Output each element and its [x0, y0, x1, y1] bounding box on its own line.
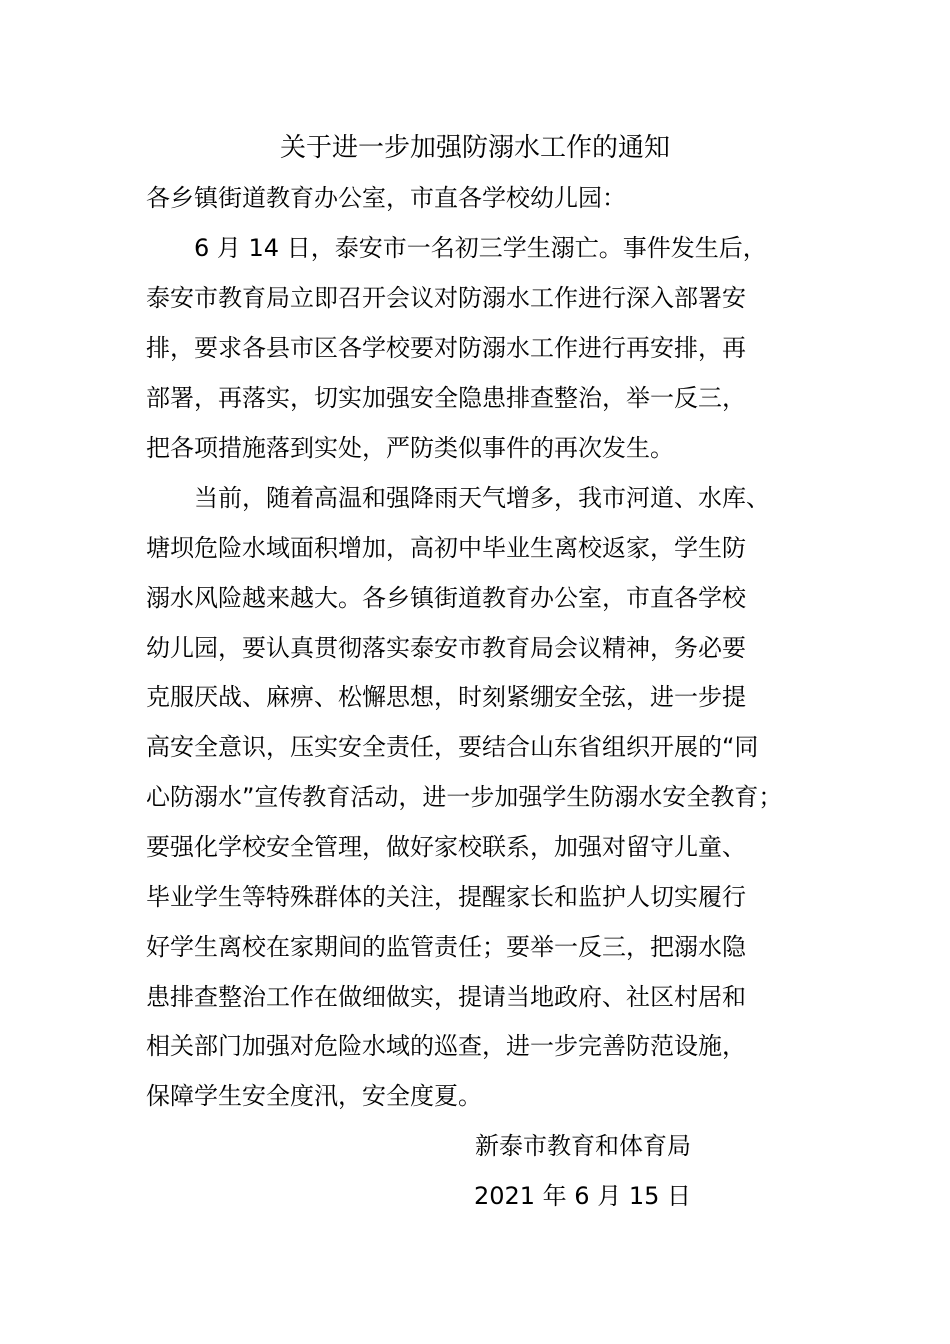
paragraph-1-line: 部署，再落实，切实加强安全隐患排查整治，举一反三，	[146, 384, 746, 412]
paragraph-2-line: 毕业学生等特殊群体的关注，提醒家长和监护人切实履行	[146, 883, 746, 911]
paragraph-2-line: 相关部门加强对危险水域的巡查，进一步完善防范设施，	[146, 1032, 746, 1060]
signature-organization: 新泰市教育和体育局	[475, 1132, 691, 1160]
paragraph-2-line: 要强化学校安全管理，做好家校联系，加强对留守儿童、	[146, 833, 746, 861]
paragraph-2-line: 心防溺水”宣传教育活动，进一步加强学生防溺水安全教育；	[146, 783, 783, 811]
paragraph-1-line: 排，要求各县市区各学校要对防溺水工作进行再安排，再	[146, 334, 746, 362]
paragraph-1-line: 把各项措施落到实处，严防类似事件的再次发生。	[146, 434, 674, 462]
paragraph-2-line: 高安全意识，压实安全责任，要结合山东省组织开展的“同	[146, 733, 759, 761]
paragraph-1-line: 泰安市教育局立即召开会议对防溺水工作进行深入部署安	[146, 284, 746, 312]
paragraph-2-line: 克服厌战、麻痹、松懈思想，时刻紧绷安全弦，进一步提	[146, 683, 746, 711]
paragraph-2-line: 保障学生安全度汛，安全度夏。	[146, 1082, 482, 1110]
document-title: 关于进一步加强防溺水工作的通知	[279, 133, 670, 163]
paragraph-2-line: 塘坝危险水域面积增加，高初中毕业生离校返家，学生防	[146, 534, 746, 562]
salutation: 各乡镇街道教育办公室，市直各学校幼儿园：	[146, 184, 626, 212]
paragraph-1-line: 6 月 14 日，泰安市一名初三学生溺亡。事件发生后，	[194, 234, 767, 262]
paragraph-2-line: 患排查整治工作在做细做实，提请当地政府、社区村居和	[146, 983, 746, 1011]
paragraph-2-line: 幼儿园，要认真贯彻落实泰安市教育局会议精神，务必要	[146, 634, 746, 662]
paragraph-2-line: 溺水风险越来越大。各乡镇街道教育办公室，市直各学校	[146, 584, 746, 612]
signature-date: 2021 年 6 月 15 日	[473, 1182, 691, 1210]
paragraph-2-line: 当前，随着高温和强降雨天气增多，我市河道、水库、	[194, 484, 770, 512]
paragraph-2-line: 好学生离校在家期间的监管责任；要举一反三，把溺水隐	[146, 933, 746, 961]
